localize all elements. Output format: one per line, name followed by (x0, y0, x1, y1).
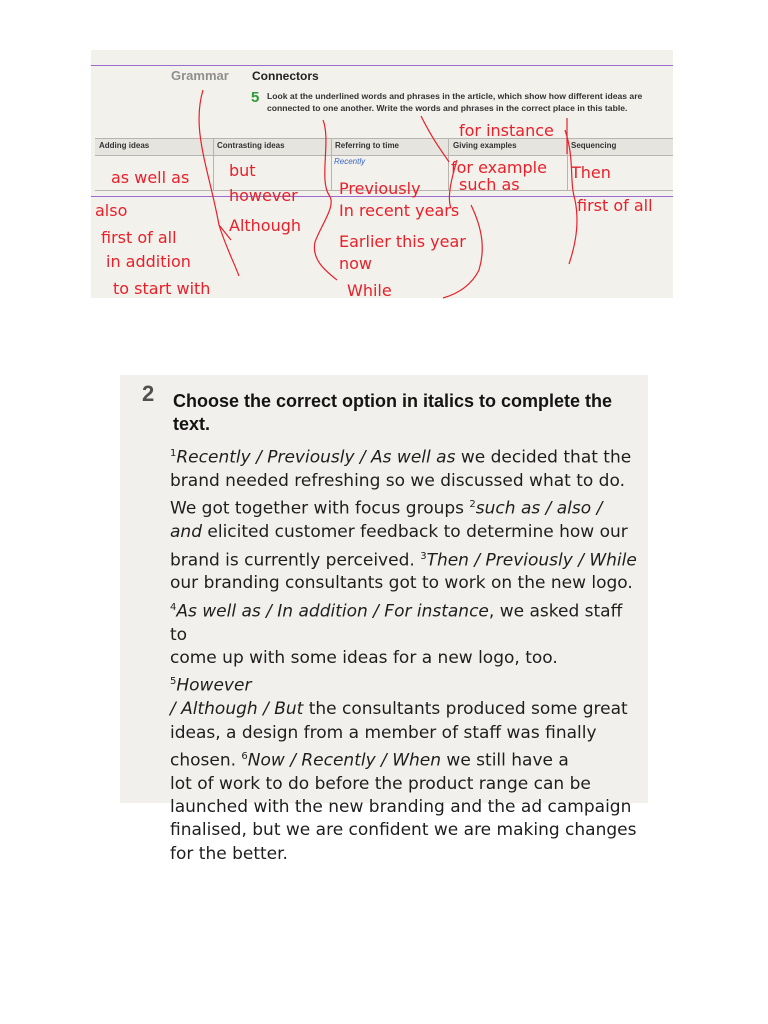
option-number: 5 (170, 676, 177, 688)
text-fragment: we still have a (441, 750, 569, 771)
exercise-2-text (170, 442, 640, 866)
hw-previously: Previously (339, 179, 421, 198)
italic-options: Recently / Previously / As well as (176, 447, 456, 468)
italic-options: / Although / But (170, 699, 304, 720)
text-line (170, 819, 640, 842)
text-line (170, 442, 640, 470)
italic-options: Now / Recently / When (247, 750, 442, 771)
hw-for-example: for example (451, 158, 547, 177)
text-fragment: we decided that the (455, 447, 632, 468)
hw-now: now (339, 254, 373, 273)
italic-options: Then / Previously / While (426, 550, 637, 571)
hw-first-of-all-seq: first of all (577, 196, 653, 215)
option-number: 3 (420, 550, 427, 562)
exercise-2-title: Choose the correct option in italics to complete the text. (173, 391, 613, 434)
text-fragment: , we asked staff to (170, 601, 623, 645)
bracket-time (314, 120, 337, 280)
hw-in-addition: in addition (106, 252, 191, 271)
hw-such-as: such as (459, 175, 520, 194)
text-line (170, 545, 640, 573)
text-fragment: brand is currently perceived. (170, 550, 421, 571)
text-fragment: chosen. (170, 750, 242, 771)
hw-also: also (95, 201, 128, 220)
text-fragment: We got together with focus groups (170, 498, 470, 519)
italic-options: However (176, 675, 252, 696)
bracket-contrasting (199, 90, 239, 276)
hw-although: Although (229, 216, 302, 235)
option-number: 2 (469, 499, 476, 511)
col-contrasting-ideas: Contrasting ideas (217, 141, 285, 150)
grammar-scan (91, 50, 673, 298)
hw-for-instance: for instance (459, 121, 554, 140)
text-line (170, 596, 640, 647)
hw-then: Then (571, 163, 611, 182)
text-fragment: our branding consultants got to work on the new logo. (170, 573, 633, 594)
text-fragment: for the better. (170, 843, 288, 864)
text-line (170, 493, 640, 521)
hw-in-recent-years: In recent years (339, 201, 460, 220)
italic-options: and (170, 522, 202, 543)
hw-to-start-with: to start with (113, 279, 211, 298)
col-giving-examples: Giving examples (453, 141, 517, 150)
exercise-2-number: 2 (142, 381, 155, 406)
text-line (170, 773, 640, 796)
grammar-heading: Grammar (171, 68, 229, 83)
exercise-2-scan (120, 375, 648, 864)
text-line (170, 843, 640, 866)
text-fragment: ideas, a design from a member of staff was finally (170, 722, 597, 743)
text-line (170, 745, 640, 773)
text-fragment: come up with some ideas for a new logo, too. (170, 648, 558, 668)
col-adding-ideas: Adding ideas (99, 141, 150, 150)
text-line (170, 572, 640, 595)
hw-earlier-this-year: Earlier this year (339, 232, 466, 251)
exercise-5-instruction: Look at the underlined words and phrases in the article, which show how different ideas are connected to one another. Write the words and phrases in the correct place in this table. (267, 91, 643, 113)
text-line (170, 698, 640, 721)
text-fragment: the consultants produced some great (303, 699, 628, 720)
exercise-5-number: 5 (251, 89, 260, 106)
hw-as-well-as: as well as (111, 168, 190, 187)
text-fragment: elicited customer feedback to determine how our (201, 522, 628, 543)
text-line (170, 470, 640, 493)
option-number: 1 (170, 448, 177, 459)
hw-but: but (229, 161, 256, 180)
text-fragment: brand needed refreshing so we discussed what to do. (170, 470, 625, 491)
connectors-heading: Connectors (252, 69, 319, 83)
hw-however: however (229, 186, 298, 205)
col-referring-to-time: Referring to time (335, 141, 400, 150)
text-line (170, 647, 640, 698)
printed-example-recently: Recently (334, 157, 366, 166)
hw-first-of-all: first of all (101, 228, 177, 247)
hw-while: While (347, 281, 392, 300)
option-number: 4 (170, 601, 177, 613)
italic-options: As well as / In addition / For instance (176, 601, 489, 622)
text-line (170, 796, 640, 819)
text-fragment: lot of work to do before the product range can be (170, 773, 591, 794)
option-number: 6 (241, 750, 248, 762)
text-line (170, 722, 640, 745)
text-line (170, 521, 640, 544)
text-fragment: launched with the new branding and the ad campaign (170, 797, 632, 818)
italic-options: such as / also / (475, 498, 603, 519)
col-sequencing: Sequencing (571, 141, 617, 150)
text-fragment: finalised, but we are confident we are making changes (170, 820, 637, 841)
